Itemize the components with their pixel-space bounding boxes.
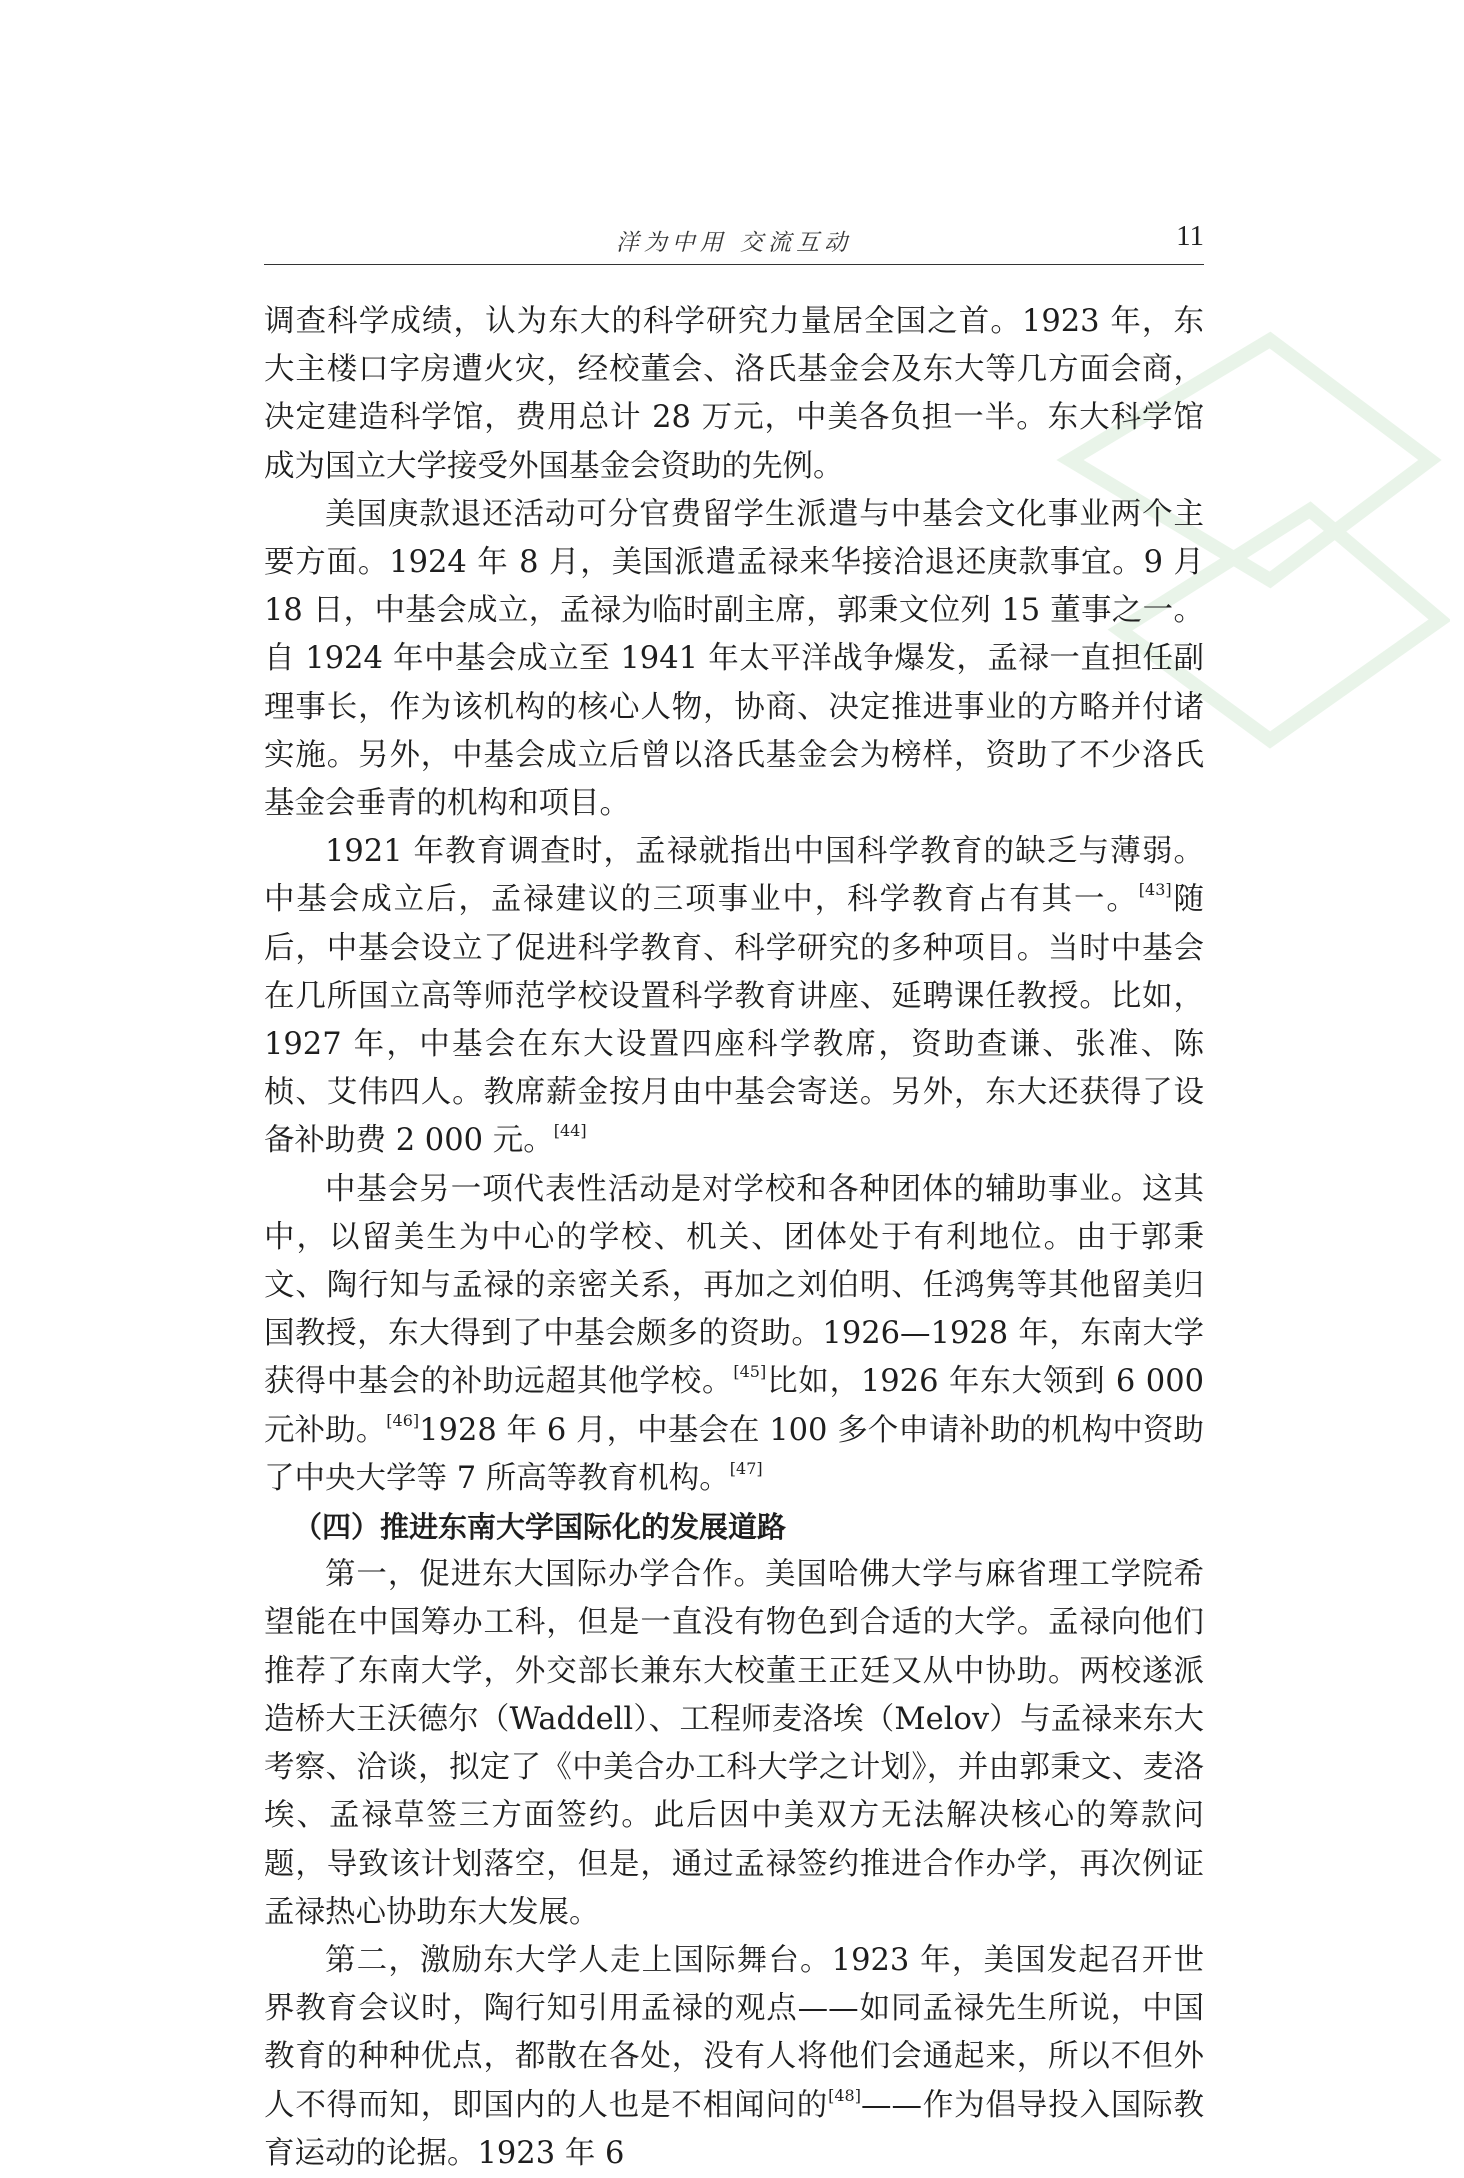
paragraph-group-1 xyxy=(264,298,1204,1503)
paragraph-text: 比如，1926 年东大领到 6 000 元补助。 xyxy=(264,1364,1205,1448)
citation-ref: [48] xyxy=(828,2085,861,2105)
paragraph-text: 随后，中基会设立了促进科学教育、科学研究的多种项目。当时中基会在几所国立高等师范学校设置科学教育讲座、延聘课任教授。比如，1927 年，中基会在东大设置四座科学教席，资助查谦、张准、陈桢、艾伟四人。教席薪金按月由中基会寄送。另外，东大还获得了设备补助费 2 000 元。 xyxy=(264,882,1205,1159)
page-header xyxy=(264,222,1204,265)
citation-ref: [47] xyxy=(729,1458,763,1478)
paragraph-text: 调查科学成绩，认为东大的科学研究力量居全国之首。1923 年，东大主楼口字房遭火灾，经校董会、洛氏基金会及东大等几方面会商，决定建造科学馆，费用总计 28 万元，中美各负担一半。东大科学馆成为国立大学接受外国基金会资助的先例。 xyxy=(264,304,1204,484)
paragraph-text: ——作为倡导投入国际教育运动的论据。1923 年 6 xyxy=(264,2087,1205,2171)
citation-ref: [43] xyxy=(1138,880,1172,900)
body-paragraph xyxy=(264,298,1204,491)
page-number: 11 xyxy=(1176,220,1204,252)
section-subheading: （四）推进东南大学国际化的发展道路 xyxy=(293,1510,787,1545)
body-paragraph xyxy=(264,1551,1204,1937)
running-title: 洋为中用 交流互动 xyxy=(615,230,853,256)
citation-ref: [45] xyxy=(733,1362,767,1382)
body-paragraph xyxy=(264,491,1204,828)
paragraph-group-2 xyxy=(264,1551,1204,2178)
body-paragraph xyxy=(264,1937,1204,2178)
paragraph-text: 第二，激励东大学人走上国际舞台。1923 年，美国发起召开世界教育会议时，陶行知引用孟禄的观点——如同孟禄先生所说，中国教育的种种优点，都散在各处，没有人将他们会通起来，所以不但外人不得而知，即国内的人也是不相闻问的 xyxy=(264,1942,1204,2123)
paragraph-text: 中基会另一项代表性活动是对学校和各种团体的辅助事业。这其中，以留美生为中心的学校、机关、团体处于有利地位。由于郭秉文、陶行知与孟禄的亲密关系，再加之刘伯明、任鸿隽等其他留美归国教授，东大得到了中基会颇多的资助。1926—1928 年，东南大学获得中基会的补助远超其他学校。 xyxy=(264,1171,1204,1400)
paragraph-text: 1921 年教育调查时，孟禄就指出中国科学教育的缺乏与薄弱。中基会成立后，孟禄建议的三项事业中，科学教育占有其一。 xyxy=(264,834,1204,918)
body-text xyxy=(264,298,1204,2178)
body-paragraph xyxy=(264,1166,1204,1503)
citation-ref: [46] xyxy=(386,1410,420,1430)
citation-ref: [44] xyxy=(553,1121,587,1141)
paragraph-text: 1928 年 6 月，中基会在 100 多个申请补助的机构中资助了中央大学等 7 所高等教育机构。 xyxy=(264,1412,1205,1496)
body-paragraph xyxy=(264,828,1204,1165)
paragraph-text: 美国庚款退还活动可分官费留学生派遣与中基会文化事业两个主要方面。1924 年 8 月，美国派遣孟禄来华接洽退还庚款事宜。9 月 18 日，中基会成立，孟禄为临时副主席，郭秉文位列 15 董事之一。自 1924 年中基会成立至 1941 年太平洋战争爆发，孟禄一直担任副理事长，作为该机构的核心人物，协商、决定推进事业的方略并付诸实施。另外，中基会成立后曾以洛氏基金会为榜样，资助了不少洛氏基金会垂青的机构和项目。 xyxy=(264,496,1204,822)
paragraph-text: 第一，促进东大国际办学合作。美国哈佛大学与麻省理工学院希望能在中国筹办工科，但是一直没有物色到合适的大学。孟禄向他们推荐了东南大学，外交部长兼东大校董王正廷又从中协助。两校遂派造桥大王沃德尔（Waddell）、工程师麦洛埃（Melov）与孟禄来东大考察、洽谈，拟定了《中美合办工科大学之计划》，并由郭秉文、麦洛埃、孟禄草签三方面签约。此后因中美双方无法解决核心的筹款问题，导致该计划落空，但是，通过孟禄签约推进合作办学，再次例证孟禄热心协助东大发展。 xyxy=(264,1557,1204,1930)
